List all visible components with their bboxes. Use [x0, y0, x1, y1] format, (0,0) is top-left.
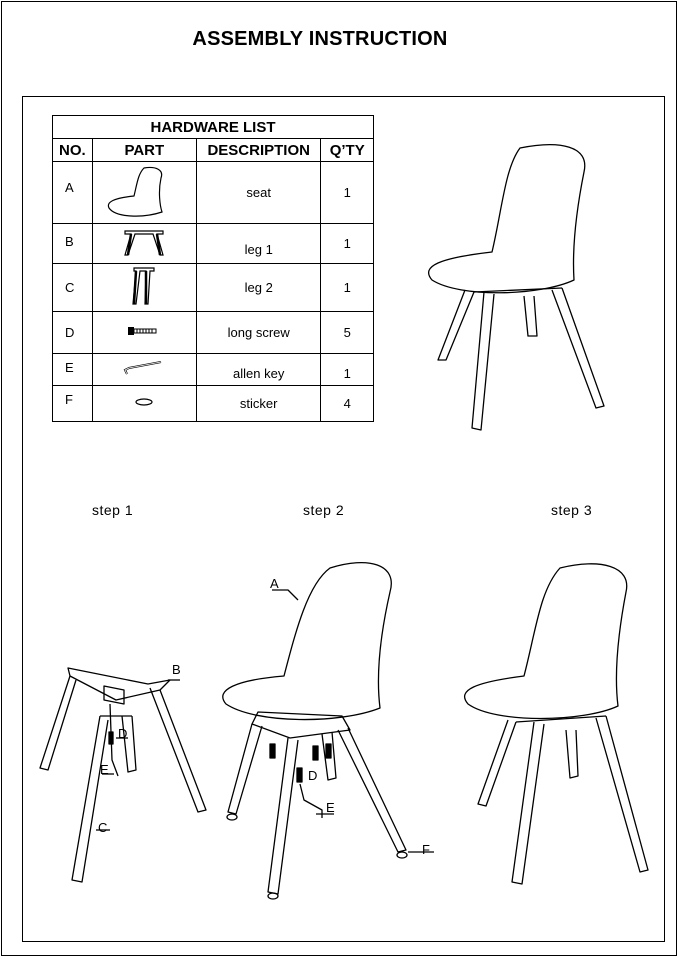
- part-description: allen key: [197, 354, 321, 386]
- page-title: ASSEMBLY INSTRUCTION: [192, 28, 448, 50]
- part-no: D: [53, 312, 93, 354]
- part-description: seat: [197, 162, 321, 224]
- callout-e-step1: E: [100, 762, 109, 777]
- callout-d-step1: D: [118, 726, 128, 741]
- part-no: B: [53, 224, 93, 264]
- part-qty: 1: [321, 264, 374, 312]
- col-header-no: NO.: [53, 139, 93, 162]
- part-no: F: [53, 386, 93, 422]
- assembled-chair-drawing: [429, 145, 604, 430]
- step-1-label: step 1: [92, 502, 134, 518]
- part-no: E: [53, 354, 93, 386]
- hardware-list-title: HARDWARE LIST: [53, 116, 374, 139]
- part-no: C: [53, 264, 93, 312]
- part-qty: 1: [321, 354, 374, 386]
- step2-chair-drawing: [223, 563, 407, 899]
- callout-e-step2: E: [326, 800, 335, 815]
- part-description: leg 1: [197, 224, 321, 264]
- part-description: leg 2: [197, 264, 321, 312]
- callout-f: F: [422, 842, 430, 857]
- part-description: sticker: [197, 386, 321, 422]
- part-qty: 1: [321, 224, 374, 264]
- step3-chair-drawing: [465, 564, 648, 884]
- step-2-label: step 2: [303, 502, 345, 518]
- part-no: A: [53, 162, 93, 224]
- part-description: long screw: [197, 312, 321, 354]
- part-qty: 4: [321, 386, 374, 422]
- callout-b: B: [172, 662, 181, 677]
- step-3-label: step 3: [551, 502, 593, 518]
- col-header-part: PART: [92, 139, 196, 162]
- part-qty: 5: [321, 312, 374, 354]
- callout-d-step2: D: [308, 768, 318, 783]
- step1-leg-frame-drawing: [40, 668, 206, 882]
- part-qty: 1: [321, 162, 374, 224]
- callout-a: A: [270, 576, 279, 591]
- callout-c: C: [98, 820, 108, 835]
- col-header-description: DESCRIPTION: [197, 139, 321, 162]
- col-header-qty: Q’TY: [321, 139, 374, 162]
